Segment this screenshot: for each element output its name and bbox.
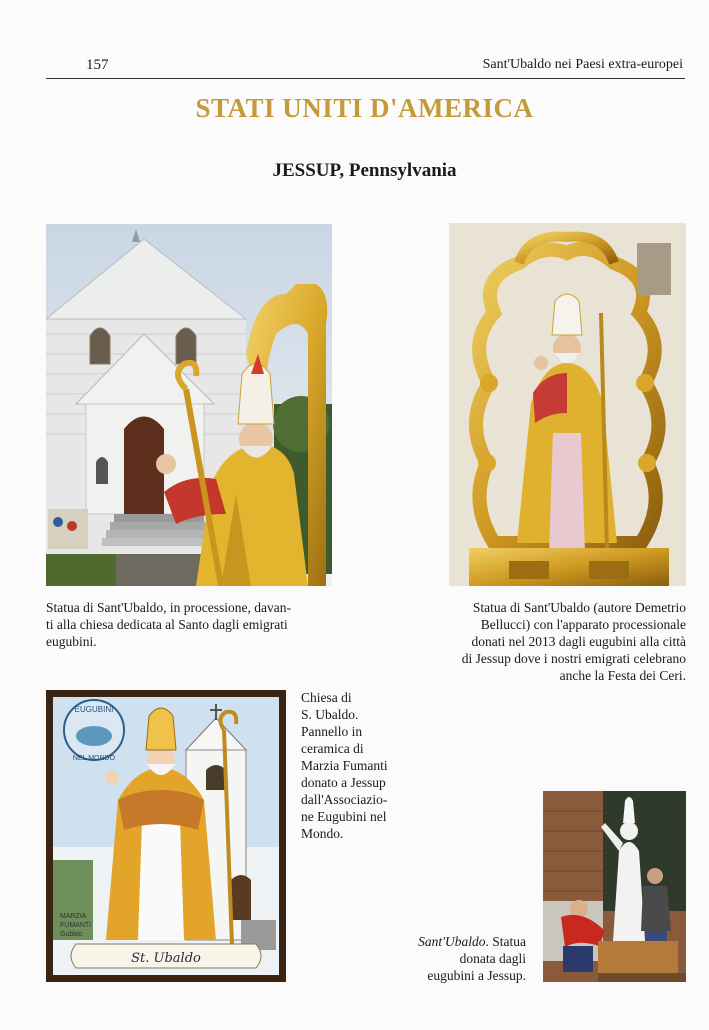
- caption-line: Chiesa di: [301, 690, 352, 705]
- caption-line: donato a Jessup: [301, 775, 386, 790]
- caption-line: Mondo.: [301, 826, 344, 841]
- caption-line: donata dagli: [459, 951, 526, 966]
- caption-italic-name: Sant'Ubaldo: [418, 934, 486, 949]
- caption-line: anche la Festa dei Ceri.: [559, 668, 686, 683]
- caption-line: [366, 933, 526, 950]
- caption-line: ceramica di: [301, 741, 364, 756]
- caption-line: Marzia Fumanti: [301, 758, 388, 773]
- caption-line: di Jessup dove i nostri emigrati celebrano: [461, 651, 686, 666]
- photo-church-procession: [46, 224, 332, 586]
- caption-photo-ceramic-panel: [301, 689, 411, 842]
- panel-signature-line: MARZIA: [60, 913, 87, 920]
- caption-photo-church-procession: [46, 599, 326, 650]
- header-rule: [46, 78, 685, 79]
- white-statue-image: [543, 791, 686, 982]
- photo-statue-apparatus: [449, 223, 686, 586]
- ceramic-panel-image: [46, 690, 286, 982]
- page-number: 157: [86, 57, 109, 73]
- caption-line: dall'Associazio-: [301, 792, 388, 807]
- caption-line: ne Eugubini nel: [301, 809, 387, 824]
- caption-line: ti alla chiesa dedicata al Santo dagli emigrati: [46, 617, 288, 632]
- page-title: STATI UNITI D'AMERICA: [195, 93, 534, 123]
- caption-line: eugubini.: [46, 634, 97, 649]
- caption-text: . Statua: [485, 934, 526, 949]
- panel-signature-line: Gubbio: [60, 931, 83, 938]
- statue-apparatus-image: [449, 223, 686, 586]
- caption-line: Pannello in: [301, 724, 363, 739]
- caption-photo-statue-apparatus: [406, 599, 686, 684]
- panel-banner-text: St. Ubaldo: [131, 951, 201, 966]
- caption-line: donati nel 2013 dagli eugubini alla città: [471, 634, 686, 649]
- caption-line: eugubini a Jessup.: [427, 968, 526, 983]
- section-subtitle: JESSUP, Pennsylvania: [272, 160, 457, 181]
- running-title: Sant'Ubaldo nei Paesi extra-europei: [482, 57, 683, 72]
- church-procession-image: [46, 224, 332, 586]
- panel-logo-bottom: NEL MONDO: [72, 755, 116, 762]
- caption-line: Bellucci) con l'apparato processionale: [480, 617, 686, 632]
- photo-white-statue: [543, 791, 686, 982]
- caption-line: Statua di Sant'Ubaldo (autore Demetrio: [472, 600, 686, 615]
- panel-logo-top: EUGUBINI: [74, 705, 114, 714]
- caption-line: Statua di Sant'Ubaldo, in processione, davan-: [46, 600, 292, 615]
- photo-ceramic-panel: [46, 690, 286, 982]
- caption-photo-white-statue: [366, 933, 526, 984]
- caption-line: S. Ubaldo.: [301, 707, 359, 722]
- panel-signature-line: FUMANTI: [60, 922, 92, 929]
